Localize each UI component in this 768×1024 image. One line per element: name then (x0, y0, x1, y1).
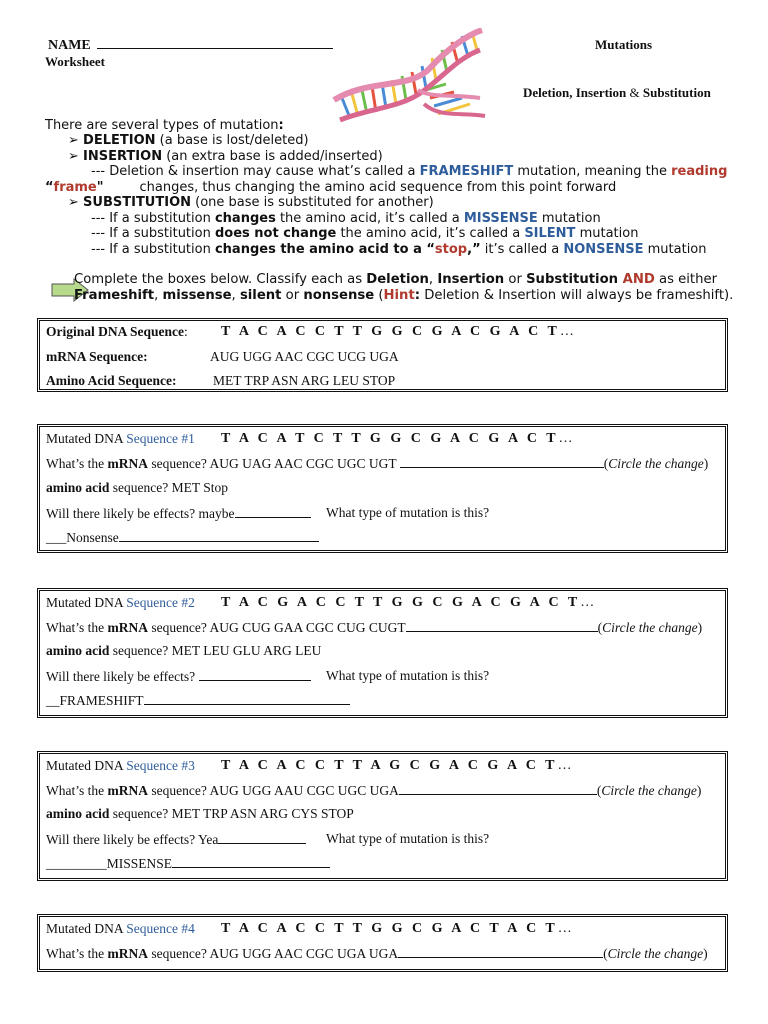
aa-word: amino acid (46, 480, 110, 495)
original-dna-seq (221, 324, 574, 340)
frame-quote-close: " (96, 180, 104, 195)
deletion-label: DELETION (83, 133, 156, 148)
intro-colon: : (278, 118, 284, 133)
frameshift-line (91, 164, 727, 180)
intro-line (45, 118, 284, 134)
sequence-number: Sequence #3 (126, 758, 195, 773)
instr-and: AND (618, 272, 655, 287)
type-blank[interactable] (119, 529, 319, 542)
mutation-box-4 (37, 914, 728, 972)
effects-blank[interactable] (199, 668, 311, 681)
missense-word: MISSENSE (463, 211, 538, 226)
mutated-dna-seq (221, 595, 594, 611)
sequence-number: Sequence #2 (126, 595, 195, 610)
instr-missense: missense (162, 288, 232, 303)
instr-insertion: Insertion (437, 272, 505, 287)
deletion-item (68, 133, 309, 149)
mrna-answer[interactable]: AUG UGG AAU CGC UGC UGA (206, 783, 399, 798)
bullet-arrow-icon: ➢ (68, 149, 79, 164)
instr-either: as either (654, 272, 717, 287)
silent-word: SILENT (524, 226, 576, 241)
nonsense-word: NONSENSE (563, 242, 644, 257)
frameshift-word: FRAMESHIFT (419, 164, 514, 179)
nonsense-mid: it’s called a (480, 242, 564, 257)
aa-question (46, 806, 354, 822)
missense-post: mutation (537, 211, 601, 226)
frame-line (45, 180, 616, 196)
mutated-dna-seq-text: T A C A C C T T A G C G A C G A C T (221, 758, 558, 773)
deletion-desc: (a base is lost/deleted) (155, 133, 309, 148)
mrna-blank[interactable] (406, 619, 598, 632)
mutated-dna-label (46, 758, 195, 774)
frame-rest: changes, thus changing the amino acid sequence from this point forward (139, 180, 617, 195)
whats-post: sequence? (147, 783, 207, 798)
mutated-dna-seq-text: T A C A T C T T G G C G A C G A C T (221, 431, 559, 446)
aa-answer[interactable]: MET TRP ASN ARG CYS STOP (168, 806, 354, 821)
original-dna-label: Original DNA Sequence (46, 324, 185, 339)
aa-answer[interactable]: MET Stop (168, 480, 228, 495)
effects-text: Will there likely be effects? (46, 669, 196, 684)
instr-hint-colon: : (414, 288, 421, 303)
mutated-dna-label (46, 595, 195, 611)
mrna-word: mRNA (107, 620, 148, 635)
aa-post: sequence? (109, 643, 169, 658)
mrna-question (46, 455, 708, 472)
type-answer-line (46, 855, 330, 872)
effects-answer[interactable]: maybe (195, 506, 235, 521)
instr-substitution: Substitution (526, 272, 619, 287)
type-answer-line (46, 692, 350, 709)
subtitle-substitution: Substitution (642, 85, 711, 100)
mrna-answer[interactable]: AUG CUG GAA CGC CUG CUGT (206, 620, 406, 635)
mutated-text: Mutated DNA (46, 431, 127, 446)
bullet-arrow-icon: ➢ (68, 195, 79, 210)
whats-post: sequence? (147, 456, 207, 471)
instr-or2: or (281, 288, 304, 303)
ellipsis: … (559, 324, 574, 339)
instr-rest: Deletion & Insertion will always be frameshift). (420, 288, 734, 303)
instr-paren: ( (374, 288, 384, 303)
mutated-dna-label (46, 921, 195, 937)
instr-c2: , (231, 288, 240, 303)
whats-pre: What’s the (46, 783, 108, 798)
circle-close: ) (703, 946, 708, 961)
ellipsis: … (557, 758, 572, 773)
original-dna-row (46, 324, 188, 340)
circle-text: Circle the change (608, 456, 704, 471)
mutated-dna-label (46, 431, 195, 447)
missense-pre: --- If a substitution (91, 211, 215, 226)
dna-helix-illustration (330, 28, 495, 123)
missense-mid: the amino acid, it’s called a (275, 211, 464, 226)
ellipsis: … (580, 595, 595, 610)
circle-close: ) (696, 783, 702, 798)
silent-mid: the amino acid, it’s called a (336, 226, 525, 241)
name-blank[interactable] (97, 36, 333, 49)
mrna-blank[interactable] (400, 455, 604, 468)
frame-word: frame (53, 180, 97, 195)
effects-question (46, 505, 311, 522)
aa-question (46, 643, 321, 659)
mutation-box-1 (37, 424, 728, 553)
silent-post: mutation (575, 226, 639, 241)
substitution-item (68, 195, 434, 211)
page-title: Mutations (595, 37, 653, 52)
mutated-text: Mutated DNA (46, 921, 127, 936)
mrna-answer[interactable]: AUG UGG AAC CGC UGA UGA (206, 946, 399, 961)
sequence-number: Sequence #1 (126, 431, 195, 446)
name-label (48, 36, 333, 54)
circle-open: ( (603, 456, 609, 471)
instructions-line2 (74, 288, 733, 304)
aa-word: amino acid (46, 643, 110, 658)
sequence-number: Sequence #4 (126, 921, 195, 936)
type-answer-line (46, 529, 319, 546)
type-question: What type of mutation is this? (326, 831, 490, 846)
type-blank[interactable] (172, 855, 330, 868)
aa-post: sequence? (109, 806, 169, 821)
mutation-box-3 (37, 751, 728, 881)
worksheet-label: Worksheet (45, 54, 105, 69)
type-answer[interactable]: MISSENSE (106, 856, 173, 871)
original-dna-seq-text: T A C A C C T T G G C G A C G A C T (221, 324, 560, 339)
nonsense-bold: changes the amino acid to a “ (214, 242, 435, 257)
missense-line (91, 211, 601, 227)
nonsense-stop: stop (434, 242, 468, 257)
mrna-word: mRNA (107, 783, 148, 798)
mutated-dna-seq (221, 431, 573, 447)
effects-question (46, 831, 306, 848)
instr-frameshift: Frameshift (74, 288, 155, 303)
aa-post: sequence? (109, 480, 169, 495)
instr-hint: Hint (383, 288, 415, 303)
instr-comma: , (428, 272, 438, 287)
frameshift-mid: mutation, meaning the (513, 164, 672, 179)
mrna-question (46, 619, 702, 636)
effects-text: Will there likely be effects? (46, 832, 196, 847)
original-dna-colon: : (184, 324, 188, 339)
instr-text: Complete the boxes below. Classify each as (74, 272, 367, 287)
type-question: What type of mutation is this? (326, 668, 490, 683)
nonsense-post: mutation (643, 242, 707, 257)
type-answer[interactable]: Nonsense (66, 530, 119, 545)
circle-open: ( (597, 620, 603, 635)
instr-c1: , (154, 288, 163, 303)
circle-close: ) (697, 620, 703, 635)
original-sequence-box (37, 318, 728, 392)
original-aa-label: Amino Acid Sequence: (46, 373, 177, 388)
mutated-text: Mutated DNA (46, 758, 127, 773)
instr-deletion: Deletion (366, 272, 429, 287)
nonsense-line (91, 242, 707, 258)
effects-question (46, 668, 311, 685)
aa-answer[interactable]: MET LEU GLU ARG LEU (168, 643, 322, 658)
original-mrna-label: mRNA Sequence: (46, 349, 148, 364)
nonsense-pre: --- If a substitution (91, 242, 215, 257)
substitution-label: SUBSTITUTION (83, 195, 192, 210)
insertion-label: INSERTION (83, 149, 163, 164)
mutation-box-2 (37, 588, 728, 718)
type-blank[interactable] (144, 692, 350, 705)
mrna-answer[interactable]: AUG UAG AAC CGC UGC UGT (206, 456, 400, 471)
original-mrna-seq: AUG UGG AAC CGC UCG UGA (210, 349, 399, 364)
whats-pre: What’s the (46, 456, 108, 471)
type-answer[interactable]: FRAMESHIFT (59, 693, 144, 708)
substitution-desc: (one base is substituted for another) (191, 195, 434, 210)
type-pre: _________ (46, 856, 107, 871)
nonsense-bold2: ,” (467, 242, 481, 257)
frameshift-pre: --- Deletion & insertion may cause what’s called a (91, 164, 420, 179)
whats-post: sequence? (147, 946, 207, 961)
missense-bold: changes (214, 211, 276, 226)
mutated-dna-seq (221, 758, 572, 774)
mrna-blank[interactable] (399, 782, 597, 795)
instructions-line1 (74, 272, 717, 288)
mrna-blank[interactable] (398, 945, 603, 958)
reading-word: reading (671, 164, 728, 179)
subtitle-deletion: Deletion (523, 85, 570, 100)
circle-open: ( (596, 783, 602, 798)
bullet-arrow-icon: ➢ (68, 133, 79, 148)
type-pre: ___ (46, 530, 67, 545)
mutated-dna-seq-text: T A C G A C C T T G G C G A C G A C T (221, 595, 581, 610)
effects-blank[interactable] (218, 831, 306, 844)
circle-text: Circle the change (607, 946, 704, 961)
instr-silent: silent (239, 288, 282, 303)
ellipsis: … (558, 431, 573, 446)
type-question: What type of mutation is this? (326, 505, 490, 520)
insertion-item (68, 149, 383, 165)
mrna-word: mRNA (107, 456, 148, 471)
original-aa-seq: MET TRP ASN ARG LEU STOP (213, 373, 396, 388)
ellipsis: … (557, 921, 572, 936)
name-label-text: NAME (48, 38, 91, 53)
whats-pre: What’s the (46, 946, 108, 961)
instr-or: or (504, 272, 527, 287)
circle-text: Circle the change (601, 783, 697, 798)
type-pre: __ (46, 693, 60, 708)
aa-word: amino acid (46, 806, 110, 821)
whats-post: sequence? (147, 620, 207, 635)
intro-text: There are several types of mutation (45, 118, 279, 133)
circle-text: Circle the change (602, 620, 698, 635)
effects-answer[interactable]: Yea (195, 832, 219, 847)
silent-pre: --- If a substitution (91, 226, 215, 241)
mrna-question (46, 945, 708, 962)
aa-question (46, 480, 228, 496)
circle-close: ) (703, 456, 709, 471)
instr-nonsense: nonsense (303, 288, 375, 303)
mutated-dna-seq (221, 921, 572, 937)
subtitle-insertion: , Insertion (569, 85, 627, 100)
silent-line (91, 226, 638, 242)
silent-bold: does not change (214, 226, 337, 241)
mutated-dna-seq-text: T A C A C C T T G G C G A C T A C T (221, 921, 558, 936)
effects-blank[interactable] (235, 505, 311, 518)
subtitle-amp: & (626, 85, 643, 100)
mutated-text: Mutated DNA (46, 595, 127, 610)
mrna-question (46, 782, 701, 799)
effects-text: Will there likely be effects? (46, 506, 196, 521)
whats-pre: What’s the (46, 620, 108, 635)
frame-quote-open: “ (45, 180, 54, 195)
circle-open: ( (603, 946, 608, 961)
insertion-desc: (an extra base is added/inserted) (162, 149, 383, 164)
mrna-word: mRNA (107, 946, 148, 961)
page-subtitle (523, 85, 711, 101)
